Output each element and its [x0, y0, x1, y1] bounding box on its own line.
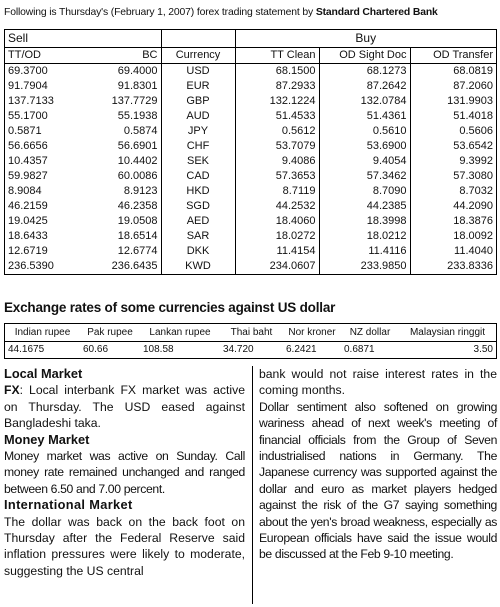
exchange-currency-header: Thai baht [220, 324, 283, 341]
exchange-rate-value: 0.6871 [344, 344, 375, 356]
table-row [5, 244, 496, 259]
forex-rates-table [4, 29, 497, 275]
exchange-rate-value: 34.720 [223, 344, 254, 356]
cell-tt-clean: 87.2933 [235, 79, 319, 94]
cell-tt-od: 56.6656 [8, 139, 48, 152]
exchange-rate-value: 6.2421 [286, 344, 317, 356]
table-row [5, 109, 496, 124]
cell-od-sight-doc: 0.5610 [319, 124, 410, 139]
cell-currency: KWD [161, 259, 235, 274]
col-header-tt-od: TT/OD [5, 47, 83, 63]
cell-currency: CHF [161, 139, 235, 154]
cell-od-transfer: 18.0092 [410, 229, 496, 244]
cell-tt-od: 10.4357 [8, 154, 48, 167]
cell-tt-od: 18.6433 [8, 229, 48, 242]
exchange-header-row [5, 324, 496, 341]
cell-od-sight-doc: 9.4054 [319, 154, 410, 169]
money-market-heading: Money Market [4, 431, 90, 447]
cell-tt-clean: 18.0272 [235, 229, 319, 244]
exchange-rate-value: 108.58 [143, 344, 174, 356]
cell-bc: 60.0086 [117, 169, 158, 182]
cell-tt-od: 19.0425 [8, 214, 48, 227]
cell-currency: GBP [161, 94, 235, 109]
cell-currency: AED [161, 214, 235, 229]
cell-tt-od: 59.9827 [8, 169, 48, 182]
cell-od-transfer: 18.3876 [410, 214, 496, 229]
cell-tt-clean: 51.4533 [235, 109, 319, 124]
cell-od-sight-doc: 44.2385 [319, 199, 410, 214]
local-market-heading: Local Market [4, 366, 83, 381]
intro-line [4, 7, 498, 18]
exchange-values-row [5, 341, 496, 358]
exchange-rate-value: 44.1675 [8, 344, 45, 356]
table-row [5, 169, 496, 184]
cell-od-sight-doc: 18.0212 [319, 229, 410, 244]
cell-bc: 91.8301 [117, 79, 158, 92]
cell-bc: 55.1938 [117, 109, 158, 122]
cell-od-sight-doc: 68.1273 [319, 63, 410, 79]
cell-currency: SAR [161, 229, 235, 244]
cell-currency: USD [161, 63, 235, 79]
cell-od-transfer: 131.9903 [410, 94, 496, 109]
cell-tt-od: 55.1700 [8, 109, 48, 122]
exchange-currency-header: Indian rupee [5, 324, 80, 341]
cell-tt-od: 69.3700 [8, 64, 48, 77]
exchange-currency-header: Nor kroner [283, 324, 341, 341]
cell-od-sight-doc: 233.9850 [319, 259, 410, 274]
cell-bc: 69.4000 [117, 64, 158, 77]
cell-od-transfer: 68.0819 [410, 63, 496, 79]
table-row [5, 154, 496, 169]
cell-tt-od: 12.6719 [8, 244, 48, 257]
cell-currency: CAD [161, 169, 235, 184]
cell-tt-clean: 0.5612 [235, 124, 319, 139]
exchange-currency-header: Lankan rupee [140, 324, 220, 341]
table-row [5, 199, 496, 214]
cell-currency: DKK [161, 244, 235, 259]
table-row [5, 259, 496, 274]
cell-tt-clean: 44.2532 [235, 199, 319, 214]
table-row [5, 94, 496, 109]
cell-bc: 10.4402 [117, 154, 158, 167]
cell-od-sight-doc: 87.2642 [319, 79, 410, 94]
exchange-currency-header: Pak rupee [80, 324, 140, 341]
cell-tt-clean: 9.4086 [235, 154, 319, 169]
cell-tt-clean: 53.7079 [235, 139, 319, 154]
col-header-od-sight-doc: OD Sight Doc [319, 47, 410, 63]
cell-bc: 56.6901 [117, 139, 158, 152]
cell-bc: 12.6774 [117, 244, 158, 257]
table-row [5, 79, 496, 94]
cell-tt-od: 91.7904 [8, 79, 48, 92]
exchange-currency-header: NZ dollar [341, 324, 399, 341]
international-market-continued: bank would not raise interest rates in the coming months. [259, 367, 497, 398]
forex-rates-body [5, 63, 496, 274]
cell-od-sight-doc: 57.3462 [319, 169, 410, 184]
col-header-bc: BC [83, 47, 161, 63]
cell-bc: 8.9123 [123, 184, 158, 197]
cell-tt-clean: 8.7119 [235, 184, 319, 199]
cell-od-transfer: 0.5606 [410, 124, 496, 139]
cell-od-sight-doc: 53.6900 [319, 139, 410, 154]
exchange-rates-title: Exchange rates of some currencies against US dollar [4, 300, 336, 315]
cell-bc: 19.0508 [117, 214, 158, 227]
cell-currency: AUD [161, 109, 235, 124]
cell-od-transfer: 57.3080 [410, 169, 496, 184]
buy-group-header: Buy [235, 30, 496, 47]
col-header-currency: Currency [161, 47, 235, 63]
cell-od-sight-doc: 8.7090 [319, 184, 410, 199]
cell-tt-od: 137.7133 [8, 94, 54, 107]
cell-od-transfer: 11.4040 [410, 244, 496, 259]
cell-currency: EUR [161, 79, 235, 94]
money-market-text: Money market was active on Sunday. Call money rate remained unchanged and ranged between 6.50 and 7.00 percent. [4, 449, 245, 496]
table-row [5, 214, 496, 229]
cell-tt-od: 8.9084 [8, 184, 42, 197]
table-row [5, 139, 496, 154]
col-header-tt-clean: TT Clean [235, 47, 319, 63]
fx-label: FX [4, 383, 20, 398]
cell-tt-clean: 68.1500 [235, 63, 319, 79]
col-header-od-transfer: OD Transfer [410, 47, 496, 63]
cell-od-transfer: 51.4018 [410, 109, 496, 124]
cell-od-transfer: 233.8336 [410, 259, 496, 274]
exchange-rates-table [4, 323, 497, 359]
table-row [5, 63, 496, 79]
cell-tt-clean: 11.4154 [235, 244, 319, 259]
cell-od-transfer: 44.2090 [410, 199, 496, 214]
cell-bc: 236.6435 [111, 259, 158, 272]
international-market-heading: International Market [4, 497, 133, 513]
cell-tt-clean: 132.1224 [235, 94, 319, 109]
cell-currency: SEK [161, 154, 235, 169]
table-row [5, 184, 496, 199]
right-column [259, 366, 497, 563]
table-row [5, 124, 496, 139]
cell-bc: 137.7729 [111, 94, 158, 107]
cell-od-sight-doc: 51.4361 [319, 109, 410, 124]
cell-bc: 18.6514 [117, 229, 158, 242]
cell-tt-od: 236.5390 [8, 259, 54, 272]
cell-od-transfer: 9.3992 [410, 154, 496, 169]
column-divider [252, 366, 253, 604]
cell-od-transfer: 53.6542 [410, 139, 496, 154]
cell-bc: 0.5874 [123, 124, 158, 137]
cell-od-transfer: 87.2060 [410, 79, 496, 94]
exchange-currency-header: Malaysian ringgit [399, 324, 496, 341]
local-market-text: : Local interbank FX market was active on Thursday. The USD eased against Bangladeshi taka. [4, 383, 245, 431]
cell-tt-od: 0.5871 [8, 124, 42, 137]
column-header-row [5, 47, 496, 63]
bank-name: Standard Chartered Bank [315, 7, 438, 18]
cell-currency: SGD [161, 199, 235, 214]
international-market-text: The dollar was back on the back foot on Thursday after the Federal Reserve said inflation pressures were likely to moderate, suggesting the US central [4, 514, 245, 578]
left-column [4, 366, 245, 579]
local-market-paragraph [4, 382, 245, 431]
table-row [5, 229, 496, 244]
cell-od-sight-doc: 11.4116 [319, 244, 410, 259]
sell-group-header: Sell [5, 30, 161, 47]
exchange-rate-value: 3.50 [473, 344, 493, 356]
intro-text: Following is Thursday's (February 1, 2007) forex trading statement by [4, 7, 316, 18]
cell-bc: 46.2358 [117, 199, 158, 212]
cell-od-sight-doc: 132.0784 [319, 94, 410, 109]
cell-currency: JPY [161, 124, 235, 139]
exchange-rate-value: 60.66 [83, 344, 109, 356]
dollar-sentiment-text: Dollar sentiment also softened on growing wariness ahead of next week's meeting of financial officials from the Group of Seven industrialised nations in Germany. The Japanese currency was supported against the dollar and euro as market players hedged against the risk of the G7 saying something about the yen's broad weakness, especially as European officials have said the issue would be discussed at the Feb 9-10 meeting. [259, 399, 497, 562]
cell-tt-clean: 18.4060 [235, 214, 319, 229]
cell-currency: HKD [161, 184, 235, 199]
group-header-row [5, 30, 496, 47]
cell-od-sight-doc: 18.3998 [319, 214, 410, 229]
cell-tt-clean: 57.3653 [235, 169, 319, 184]
cell-tt-clean: 234.0607 [235, 259, 319, 274]
cell-od-transfer: 8.7032 [410, 184, 496, 199]
cell-tt-od: 46.2159 [8, 199, 48, 212]
